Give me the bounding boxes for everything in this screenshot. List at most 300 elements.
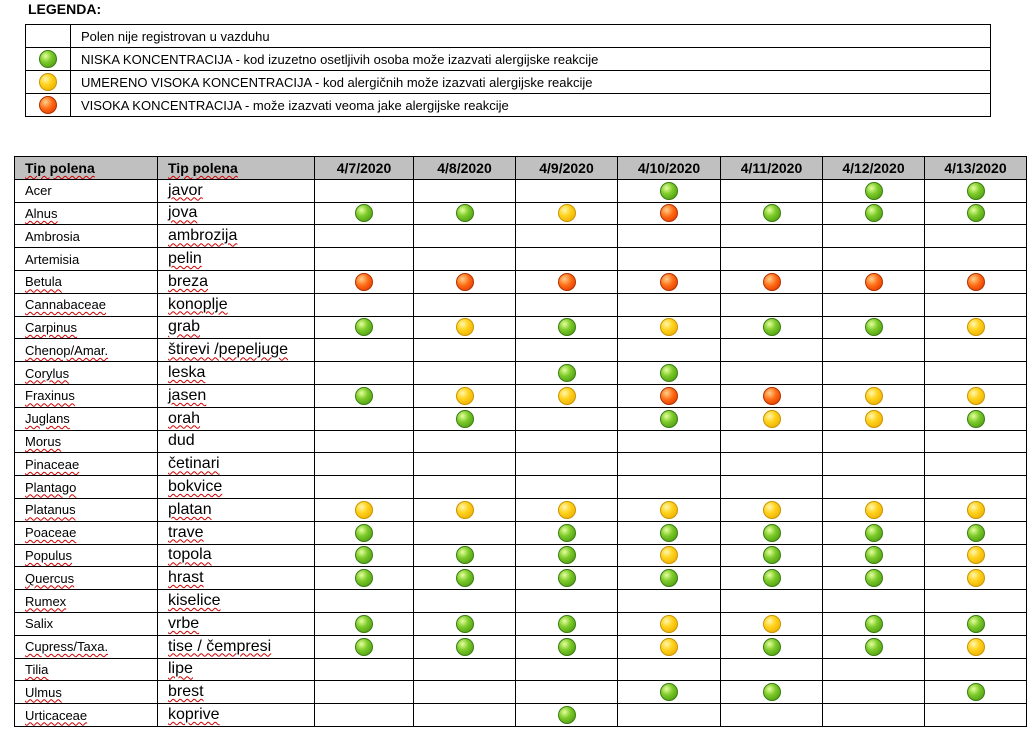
concentration-cell bbox=[925, 681, 1027, 704]
concentration-cell bbox=[925, 521, 1027, 544]
concentration-cell bbox=[315, 658, 414, 681]
legend-row bbox=[26, 71, 991, 94]
latin-name-cell bbox=[15, 430, 158, 453]
green-dot-icon bbox=[558, 638, 576, 656]
concentration-cell bbox=[823, 362, 925, 385]
concentration-cell bbox=[618, 407, 721, 430]
local-name-cell bbox=[158, 362, 315, 385]
green-dot-icon bbox=[763, 569, 781, 587]
column-header-date: 4/10/2020 bbox=[618, 157, 721, 180]
concentration-cell bbox=[721, 293, 823, 316]
concentration-cell bbox=[315, 612, 414, 635]
legend-symbol-cell bbox=[26, 25, 71, 48]
concentration-cell bbox=[414, 202, 516, 225]
green-dot-icon bbox=[558, 318, 576, 336]
latin-name: Chenop/Amar. bbox=[25, 342, 109, 358]
yellow-dot-icon bbox=[967, 501, 985, 519]
concentration-cell bbox=[414, 179, 516, 202]
pollen-table bbox=[14, 156, 1027, 727]
local-name: platan bbox=[168, 500, 212, 518]
concentration-cell bbox=[721, 681, 823, 704]
yellow-dot-icon bbox=[967, 638, 985, 656]
local-name: trave bbox=[168, 523, 204, 541]
green-dot-icon bbox=[865, 615, 883, 633]
concentration-cell bbox=[823, 612, 925, 635]
concentration-cell bbox=[516, 658, 618, 681]
local-name-cell bbox=[158, 612, 315, 635]
yellow-dot-icon bbox=[967, 318, 985, 336]
concentration-cell bbox=[414, 270, 516, 293]
local-name-cell bbox=[158, 384, 315, 407]
local-name-cell bbox=[158, 453, 315, 476]
latin-name-cell bbox=[15, 544, 158, 567]
concentration-cell bbox=[516, 293, 618, 316]
concentration-cell bbox=[823, 430, 925, 453]
latin-name-cell bbox=[15, 635, 158, 658]
concentration-cell bbox=[721, 521, 823, 544]
green-dot-icon bbox=[763, 546, 781, 564]
legend-symbol-cell bbox=[26, 48, 71, 71]
table-row bbox=[15, 202, 1027, 225]
legend-symbol-cell bbox=[26, 94, 71, 117]
yellow-dot-icon bbox=[865, 410, 883, 428]
latin-name: Urticaceae bbox=[25, 707, 88, 723]
concentration-cell bbox=[618, 202, 721, 225]
concentration-cell bbox=[823, 293, 925, 316]
latin-name-cell bbox=[15, 339, 158, 362]
legend-text: VISOKA KONCENTRACIJA - može izazvati veoma jake alergijske reakcije bbox=[71, 94, 991, 117]
green-dot-icon bbox=[355, 524, 373, 542]
latin-name: Carpinus bbox=[25, 319, 78, 335]
table-row bbox=[15, 248, 1027, 271]
concentration-cell bbox=[823, 225, 925, 248]
concentration-cell bbox=[721, 544, 823, 567]
yellow-dot-icon bbox=[558, 501, 576, 519]
concentration-cell bbox=[414, 476, 516, 499]
green-dot-icon bbox=[865, 569, 883, 587]
local-name-cell bbox=[158, 635, 315, 658]
legend-text: NISKA KONCENTRACIJA - kod izuzetno osetljivih osoba može izazvati alergijske reakcije bbox=[71, 48, 991, 71]
green-dot-icon bbox=[865, 204, 883, 222]
green-dot-icon bbox=[355, 318, 373, 336]
green-dot-icon bbox=[967, 524, 985, 542]
table-row bbox=[15, 225, 1027, 248]
concentration-cell bbox=[414, 704, 516, 727]
concentration-cell bbox=[618, 658, 721, 681]
latin-name: Fraxinus bbox=[25, 388, 75, 404]
concentration-cell bbox=[823, 248, 925, 271]
concentration-cell bbox=[721, 567, 823, 590]
legend-table bbox=[25, 24, 991, 117]
latin-name: Acer bbox=[25, 183, 52, 199]
latin-name-cell bbox=[15, 407, 158, 430]
latin-name: Pinaceae bbox=[25, 456, 80, 472]
concentration-cell bbox=[823, 384, 925, 407]
local-name: javor bbox=[168, 181, 203, 199]
table-row bbox=[15, 498, 1027, 521]
local-name: leska bbox=[168, 364, 206, 382]
green-dot-icon bbox=[865, 318, 883, 336]
table-row bbox=[15, 430, 1027, 453]
concentration-cell bbox=[618, 521, 721, 544]
latin-name: Plantago bbox=[25, 479, 77, 495]
table-row bbox=[15, 179, 1027, 202]
local-name: vrbe bbox=[168, 614, 200, 632]
yellow-dot-icon bbox=[456, 318, 474, 336]
concentration-cell bbox=[516, 590, 618, 613]
concentration-cell bbox=[721, 339, 823, 362]
latin-name: Platanus bbox=[25, 502, 76, 518]
concentration-cell bbox=[721, 384, 823, 407]
concentration-cell bbox=[414, 453, 516, 476]
table-row bbox=[15, 316, 1027, 339]
concentration-cell bbox=[414, 316, 516, 339]
yellow-dot-icon bbox=[865, 501, 883, 519]
green-dot-icon bbox=[558, 546, 576, 564]
concentration-cell bbox=[721, 179, 823, 202]
concentration-cell bbox=[516, 453, 618, 476]
column-header-date: 4/13/2020 bbox=[925, 157, 1027, 180]
latin-name: Tilia bbox=[25, 661, 49, 677]
local-name: pelin bbox=[168, 250, 202, 268]
concentration-cell bbox=[823, 521, 925, 544]
green-dot-icon bbox=[763, 683, 781, 701]
concentration-cell bbox=[721, 498, 823, 521]
concentration-cell bbox=[618, 476, 721, 499]
latin-name-cell bbox=[15, 658, 158, 681]
concentration-cell bbox=[414, 339, 516, 362]
concentration-cell bbox=[925, 498, 1027, 521]
concentration-cell bbox=[823, 453, 925, 476]
local-name-cell bbox=[158, 590, 315, 613]
concentration-cell bbox=[925, 567, 1027, 590]
latin-name: Alnus bbox=[25, 205, 58, 221]
latin-name: Juglans bbox=[25, 411, 70, 427]
concentration-cell bbox=[721, 658, 823, 681]
green-dot-icon bbox=[355, 387, 373, 405]
yellow-dot-icon bbox=[967, 569, 985, 587]
green-dot-icon bbox=[456, 410, 474, 428]
local-name: jova bbox=[168, 204, 198, 222]
concentration-cell bbox=[721, 202, 823, 225]
green-dot-icon bbox=[763, 318, 781, 336]
table-row bbox=[15, 590, 1027, 613]
local-name-cell bbox=[158, 179, 315, 202]
local-name: tise / čempresi bbox=[168, 637, 272, 655]
table-row bbox=[15, 567, 1027, 590]
concentration-cell bbox=[721, 316, 823, 339]
legend-title: LEGENDA: bbox=[28, 1, 102, 17]
green-dot-icon bbox=[355, 546, 373, 564]
concentration-cell bbox=[925, 590, 1027, 613]
table-row bbox=[15, 270, 1027, 293]
concentration-cell bbox=[315, 476, 414, 499]
table-row bbox=[15, 293, 1027, 316]
concentration-cell bbox=[618, 567, 721, 590]
concentration-cell bbox=[516, 521, 618, 544]
concentration-cell bbox=[721, 430, 823, 453]
table-row bbox=[15, 658, 1027, 681]
concentration-cell bbox=[618, 612, 721, 635]
concentration-cell bbox=[315, 339, 414, 362]
column-header-date: 4/11/2020 bbox=[721, 157, 823, 180]
concentration-cell bbox=[414, 681, 516, 704]
local-name-cell bbox=[158, 430, 315, 453]
concentration-cell bbox=[315, 567, 414, 590]
concentration-cell bbox=[315, 362, 414, 385]
latin-name-cell bbox=[15, 476, 158, 499]
concentration-cell bbox=[721, 704, 823, 727]
yellow-dot-icon bbox=[660, 615, 678, 633]
green-dot-icon bbox=[456, 615, 474, 633]
green-dot-icon bbox=[660, 683, 678, 701]
green-dot-icon bbox=[355, 569, 373, 587]
green-dot-icon bbox=[660, 364, 678, 382]
concentration-cell bbox=[315, 590, 414, 613]
local-name-cell bbox=[158, 521, 315, 544]
local-name: ambrozija bbox=[168, 227, 238, 245]
latin-name: Corylus bbox=[25, 365, 70, 381]
concentration-cell bbox=[516, 339, 618, 362]
latin-name-cell bbox=[15, 521, 158, 544]
local-name: koprive bbox=[168, 706, 220, 724]
concentration-cell bbox=[721, 635, 823, 658]
concentration-cell bbox=[516, 704, 618, 727]
latin-name-cell bbox=[15, 293, 158, 316]
concentration-cell bbox=[516, 635, 618, 658]
concentration-cell bbox=[823, 316, 925, 339]
local-name-cell bbox=[158, 248, 315, 271]
table-row bbox=[15, 362, 1027, 385]
latin-name: Quercus bbox=[25, 570, 75, 586]
orange-dot-icon bbox=[660, 387, 678, 405]
concentration-cell bbox=[414, 407, 516, 430]
yellow-dot-icon bbox=[660, 318, 678, 336]
concentration-cell bbox=[618, 430, 721, 453]
yellow-dot-icon bbox=[763, 615, 781, 633]
green-dot-icon bbox=[558, 615, 576, 633]
local-name: breza bbox=[168, 272, 209, 290]
latin-name-cell bbox=[15, 316, 158, 339]
concentration-cell bbox=[414, 248, 516, 271]
concentration-cell bbox=[721, 476, 823, 499]
concentration-cell bbox=[618, 544, 721, 567]
table-row bbox=[15, 635, 1027, 658]
latin-name-cell bbox=[15, 498, 158, 521]
orange-dot-icon bbox=[355, 273, 373, 291]
concentration-cell bbox=[414, 590, 516, 613]
legend-symbol-cell bbox=[26, 71, 71, 94]
latin-name: Cannabaceae bbox=[25, 297, 106, 313]
green-dot-icon bbox=[558, 706, 576, 724]
green-dot-icon bbox=[456, 569, 474, 587]
local-name: kiselice bbox=[168, 592, 221, 610]
concentration-cell bbox=[516, 179, 618, 202]
concentration-cell bbox=[414, 658, 516, 681]
green-dot-icon bbox=[456, 546, 474, 564]
latin-name-cell bbox=[15, 202, 158, 225]
concentration-cell bbox=[516, 681, 618, 704]
concentration-cell bbox=[721, 362, 823, 385]
concentration-cell bbox=[618, 293, 721, 316]
concentration-cell bbox=[925, 362, 1027, 385]
concentration-cell bbox=[414, 293, 516, 316]
concentration-cell bbox=[618, 362, 721, 385]
column-header-latin: Tip polena bbox=[15, 157, 158, 180]
concentration-cell bbox=[414, 362, 516, 385]
green-dot-icon bbox=[660, 410, 678, 428]
concentration-cell bbox=[315, 225, 414, 248]
local-name: brest bbox=[168, 683, 204, 701]
concentration-cell bbox=[721, 225, 823, 248]
orange-dot-icon bbox=[763, 387, 781, 405]
latin-name: Cupress/Taxa. bbox=[25, 639, 109, 655]
latin-name-cell bbox=[15, 225, 158, 248]
local-name: hrast bbox=[168, 569, 204, 587]
concentration-cell bbox=[823, 635, 925, 658]
local-name: topola bbox=[168, 546, 212, 564]
green-dot-icon bbox=[865, 524, 883, 542]
local-name: grab bbox=[168, 318, 201, 336]
concentration-cell bbox=[315, 704, 414, 727]
concentration-cell bbox=[516, 612, 618, 635]
green-dot-icon bbox=[865, 182, 883, 200]
concentration-cell bbox=[823, 544, 925, 567]
concentration-cell bbox=[516, 270, 618, 293]
concentration-cell bbox=[823, 658, 925, 681]
table-row bbox=[15, 384, 1027, 407]
concentration-cell bbox=[315, 384, 414, 407]
concentration-cell bbox=[823, 202, 925, 225]
latin-name: Ulmus bbox=[25, 684, 62, 700]
table-row bbox=[15, 704, 1027, 727]
concentration-cell bbox=[315, 407, 414, 430]
concentration-cell bbox=[414, 498, 516, 521]
concentration-cell bbox=[925, 704, 1027, 727]
yellow-dot-icon bbox=[660, 501, 678, 519]
local-name-cell bbox=[158, 704, 315, 727]
yellow-dot-icon bbox=[456, 387, 474, 405]
local-name-cell bbox=[158, 316, 315, 339]
local-name-cell bbox=[158, 407, 315, 430]
local-name-cell bbox=[158, 681, 315, 704]
local-name-cell bbox=[158, 270, 315, 293]
table-row bbox=[15, 339, 1027, 362]
orange-dot-icon bbox=[660, 273, 678, 291]
concentration-cell bbox=[823, 339, 925, 362]
table-header-row bbox=[15, 157, 1027, 180]
yellow-dot-icon bbox=[456, 501, 474, 519]
concentration-cell bbox=[414, 567, 516, 590]
latin-name: Poaceae bbox=[25, 525, 77, 541]
table-row bbox=[15, 453, 1027, 476]
local-name-cell bbox=[158, 658, 315, 681]
latin-name-cell bbox=[15, 362, 158, 385]
green-dot-icon bbox=[558, 569, 576, 587]
concentration-cell bbox=[414, 612, 516, 635]
latin-name: Salix bbox=[25, 616, 54, 632]
concentration-cell bbox=[315, 293, 414, 316]
green-dot-icon bbox=[763, 638, 781, 656]
concentration-cell bbox=[823, 590, 925, 613]
concentration-cell bbox=[823, 681, 925, 704]
yellow-dot-icon bbox=[660, 638, 678, 656]
latin-name-cell bbox=[15, 179, 158, 202]
green-dot-icon bbox=[355, 204, 373, 222]
concentration-cell bbox=[925, 612, 1027, 635]
concentration-cell bbox=[618, 339, 721, 362]
green-dot-icon bbox=[763, 204, 781, 222]
local-name-cell bbox=[158, 498, 315, 521]
concentration-cell bbox=[516, 476, 618, 499]
table-row bbox=[15, 476, 1027, 499]
concentration-cell bbox=[516, 430, 618, 453]
latin-name-cell bbox=[15, 567, 158, 590]
latin-name-cell bbox=[15, 681, 158, 704]
concentration-cell bbox=[925, 635, 1027, 658]
concentration-cell bbox=[823, 270, 925, 293]
latin-name: Rumex bbox=[25, 593, 67, 609]
concentration-cell bbox=[618, 453, 721, 476]
green-dot-icon bbox=[967, 615, 985, 633]
concentration-cell bbox=[516, 567, 618, 590]
concentration-cell bbox=[721, 407, 823, 430]
legend-text: UMERENO VISOKA KONCENTRACIJA - kod alergičnih može izazvati alergijske reakcije bbox=[71, 71, 991, 94]
concentration-cell bbox=[315, 498, 414, 521]
local-name: četinari bbox=[168, 455, 220, 473]
concentration-cell bbox=[618, 590, 721, 613]
legend-row bbox=[26, 25, 991, 48]
yellow-dot-icon bbox=[967, 546, 985, 564]
concentration-cell bbox=[414, 384, 516, 407]
table-row bbox=[15, 407, 1027, 430]
table-row bbox=[15, 544, 1027, 567]
local-name-cell bbox=[158, 202, 315, 225]
column-header-date: 4/8/2020 bbox=[414, 157, 516, 180]
concentration-cell bbox=[516, 544, 618, 567]
orange-dot-icon bbox=[456, 273, 474, 291]
concentration-cell bbox=[315, 202, 414, 225]
concentration-cell bbox=[925, 544, 1027, 567]
concentration-cell bbox=[414, 635, 516, 658]
concentration-cell bbox=[823, 498, 925, 521]
latin-name-cell bbox=[15, 704, 158, 727]
latin-name: Ambrosia bbox=[25, 228, 80, 244]
green-dot-icon bbox=[967, 410, 985, 428]
concentration-cell bbox=[823, 567, 925, 590]
yellow-dot-icon bbox=[967, 387, 985, 405]
concentration-cell bbox=[925, 430, 1027, 453]
concentration-cell bbox=[721, 453, 823, 476]
legend-row bbox=[26, 94, 991, 117]
column-header-local: Tip polena bbox=[158, 157, 315, 180]
yellow-dot-icon bbox=[865, 387, 883, 405]
local-name-cell bbox=[158, 225, 315, 248]
green-dot-icon bbox=[456, 638, 474, 656]
latin-name-cell bbox=[15, 248, 158, 271]
green-dot-icon bbox=[865, 638, 883, 656]
local-name-cell bbox=[158, 567, 315, 590]
green-dot-icon bbox=[355, 615, 373, 633]
concentration-cell bbox=[516, 407, 618, 430]
yellow-dot-icon bbox=[355, 501, 373, 519]
concentration-cell bbox=[925, 453, 1027, 476]
concentration-cell bbox=[315, 544, 414, 567]
local-name-cell bbox=[158, 293, 315, 316]
concentration-cell bbox=[618, 316, 721, 339]
local-name: jasen bbox=[168, 386, 207, 404]
green-dot-icon bbox=[558, 364, 576, 382]
